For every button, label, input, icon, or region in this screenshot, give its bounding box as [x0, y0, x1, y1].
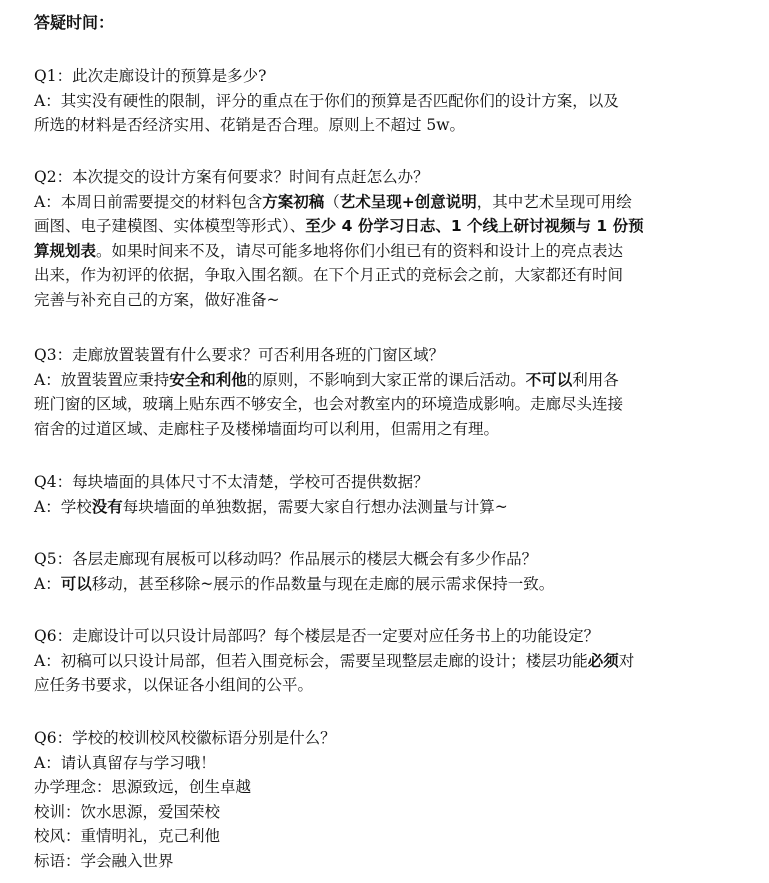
answer-text: 所选的材料是否经济实用、花销是否合理。原则上不超过 5w。: [34, 116, 466, 134]
answer-emphasis: 艺术呈现+创意说明: [339, 192, 477, 211]
answer-line: [34, 288, 734, 313]
answer-text: 移动，甚至移除~展示的作品数量与现在走廊的展示需求保持一致。: [91, 574, 555, 593]
qa-block-q6: [34, 624, 734, 698]
answer-text: A：放置装置应秉持: [34, 370, 170, 389]
answer-text: A：本周日前需要提交的材料包含: [34, 192, 263, 211]
qa-block-q4: [34, 470, 734, 519]
question-text: Q4：每块墙面的具体尺寸不太清楚，学校可否提供数据？: [34, 473, 429, 491]
answer-text: A：请认真留存与学习哦！: [34, 753, 216, 772]
answer-line: [34, 190, 734, 215]
answer-text: A：学校: [34, 497, 92, 516]
answer-line: [34, 800, 734, 825]
answer-line: [34, 417, 734, 442]
answer-line: [34, 368, 734, 393]
answer-line: [34, 392, 734, 417]
answer-text: 校训：饮水思源，爱国荣校: [34, 802, 221, 821]
answer-line: [34, 824, 734, 849]
answer-line: [34, 673, 734, 698]
answer-line: [34, 214, 734, 239]
page-title: 答疑时间：: [34, 13, 115, 32]
answer-line: [34, 849, 734, 874]
answer-line: [34, 649, 734, 674]
answer-line: [34, 113, 734, 138]
qa-block-q5: [34, 547, 734, 596]
answer-text: 应任务书要求，以保证各小组间的公平。: [34, 676, 314, 694]
answer-text: 标语：学会融入世界: [34, 851, 174, 870]
question-text: Q1：此次走廊设计的预算是多少?: [34, 67, 267, 85]
answer-text: 对: [618, 651, 635, 670]
question-text: Q6：走廊设计可以只设计局部吗？每个楼层是否一定要对应任务书上的功能设定？: [34, 627, 600, 645]
answer-line: [34, 751, 734, 776]
answer-text: 画图、电子建模图、实体模型等形式）、: [34, 217, 306, 235]
answer-line: [34, 239, 734, 264]
qa-block-q6-school-motto: [34, 726, 734, 873]
answer-text: 班门窗的区域，玻璃上贴东西不够安全，也会对教室内的环境造成影响。走廊尽头连接: [34, 395, 624, 413]
answer-text: 的原则，不影响到大家正常的课后活动。: [246, 370, 526, 389]
qa-block-q3: [34, 343, 734, 441]
answer-emphasis: 必须: [587, 651, 619, 670]
answer-emphasis: 至少 4 份学习日志、1 个线上研讨视频与 1 份预: [305, 217, 644, 235]
answer-line: [34, 495, 734, 520]
answer-text: 每块墙面的单独数据，需要大家自行想办法测量与计算~: [122, 497, 508, 516]
answer-emphasis: 方案初稿: [262, 192, 325, 211]
answer-line: [34, 89, 734, 114]
answer-text: 校风：重情明礼，克己利他: [34, 827, 221, 845]
qa-block-q1: [34, 64, 734, 138]
qa-block-q2: [34, 165, 734, 312]
answer-text: 出来，作为初评的依据，争取入围名额。在下个月正式的竞标会之前，大家都还有时间: [34, 266, 624, 284]
answer-text: 。如果时间来不及，请尽可能多地将你们小组已有的资料和设计上的亮点表达: [96, 241, 624, 260]
answer-line: [34, 572, 734, 597]
question-text: Q2：本次提交的设计方案有何要求？时间有点赶怎么办？: [34, 168, 429, 186]
answer-emphasis: 可以: [60, 574, 92, 593]
answer-text: A：初稿可以只设计局部，但若入围竞标会，需要呈现整层走廊的设计；楼层功能: [34, 651, 588, 670]
answer-line: [34, 775, 734, 800]
answer-text: 完善与补充自己的方案，做好准备~: [34, 290, 280, 309]
answer-emphasis: 算规划表: [34, 241, 97, 260]
question-text: Q6：学校的校训校风校徽标语分别是什么？: [34, 729, 336, 747]
question-text: Q3：走廊放置装置有什么要求？可否利用各班的门窗区域？: [34, 346, 445, 364]
answer-emphasis: 安全和利他: [169, 370, 247, 389]
answer-text: A：: [34, 574, 61, 593]
answer-text: A：其实没有硬性的限制，评分的重点在于你们的预算是否匹配你们的设计方案，以及: [34, 91, 619, 110]
answer-text: 宿舍的过道区域、走廊柱子及楼梯墙面均可以利用，但需用之有理。: [34, 419, 500, 438]
answer-line: [34, 263, 734, 288]
question-text: Q5：各层走廊现有展板可以移动吗？作品展示的楼层大概会有多少作品？: [34, 550, 538, 568]
answer-emphasis: 没有: [91, 497, 123, 516]
answer-text: ，其中艺术呈现可用绘: [476, 192, 632, 211]
answer-emphasis: 不可以: [525, 370, 573, 389]
answer-text: 办学理念：思源致远，创生卓越: [34, 778, 252, 796]
answer-text: 利用各: [572, 370, 619, 389]
answer-text: （: [324, 192, 340, 211]
